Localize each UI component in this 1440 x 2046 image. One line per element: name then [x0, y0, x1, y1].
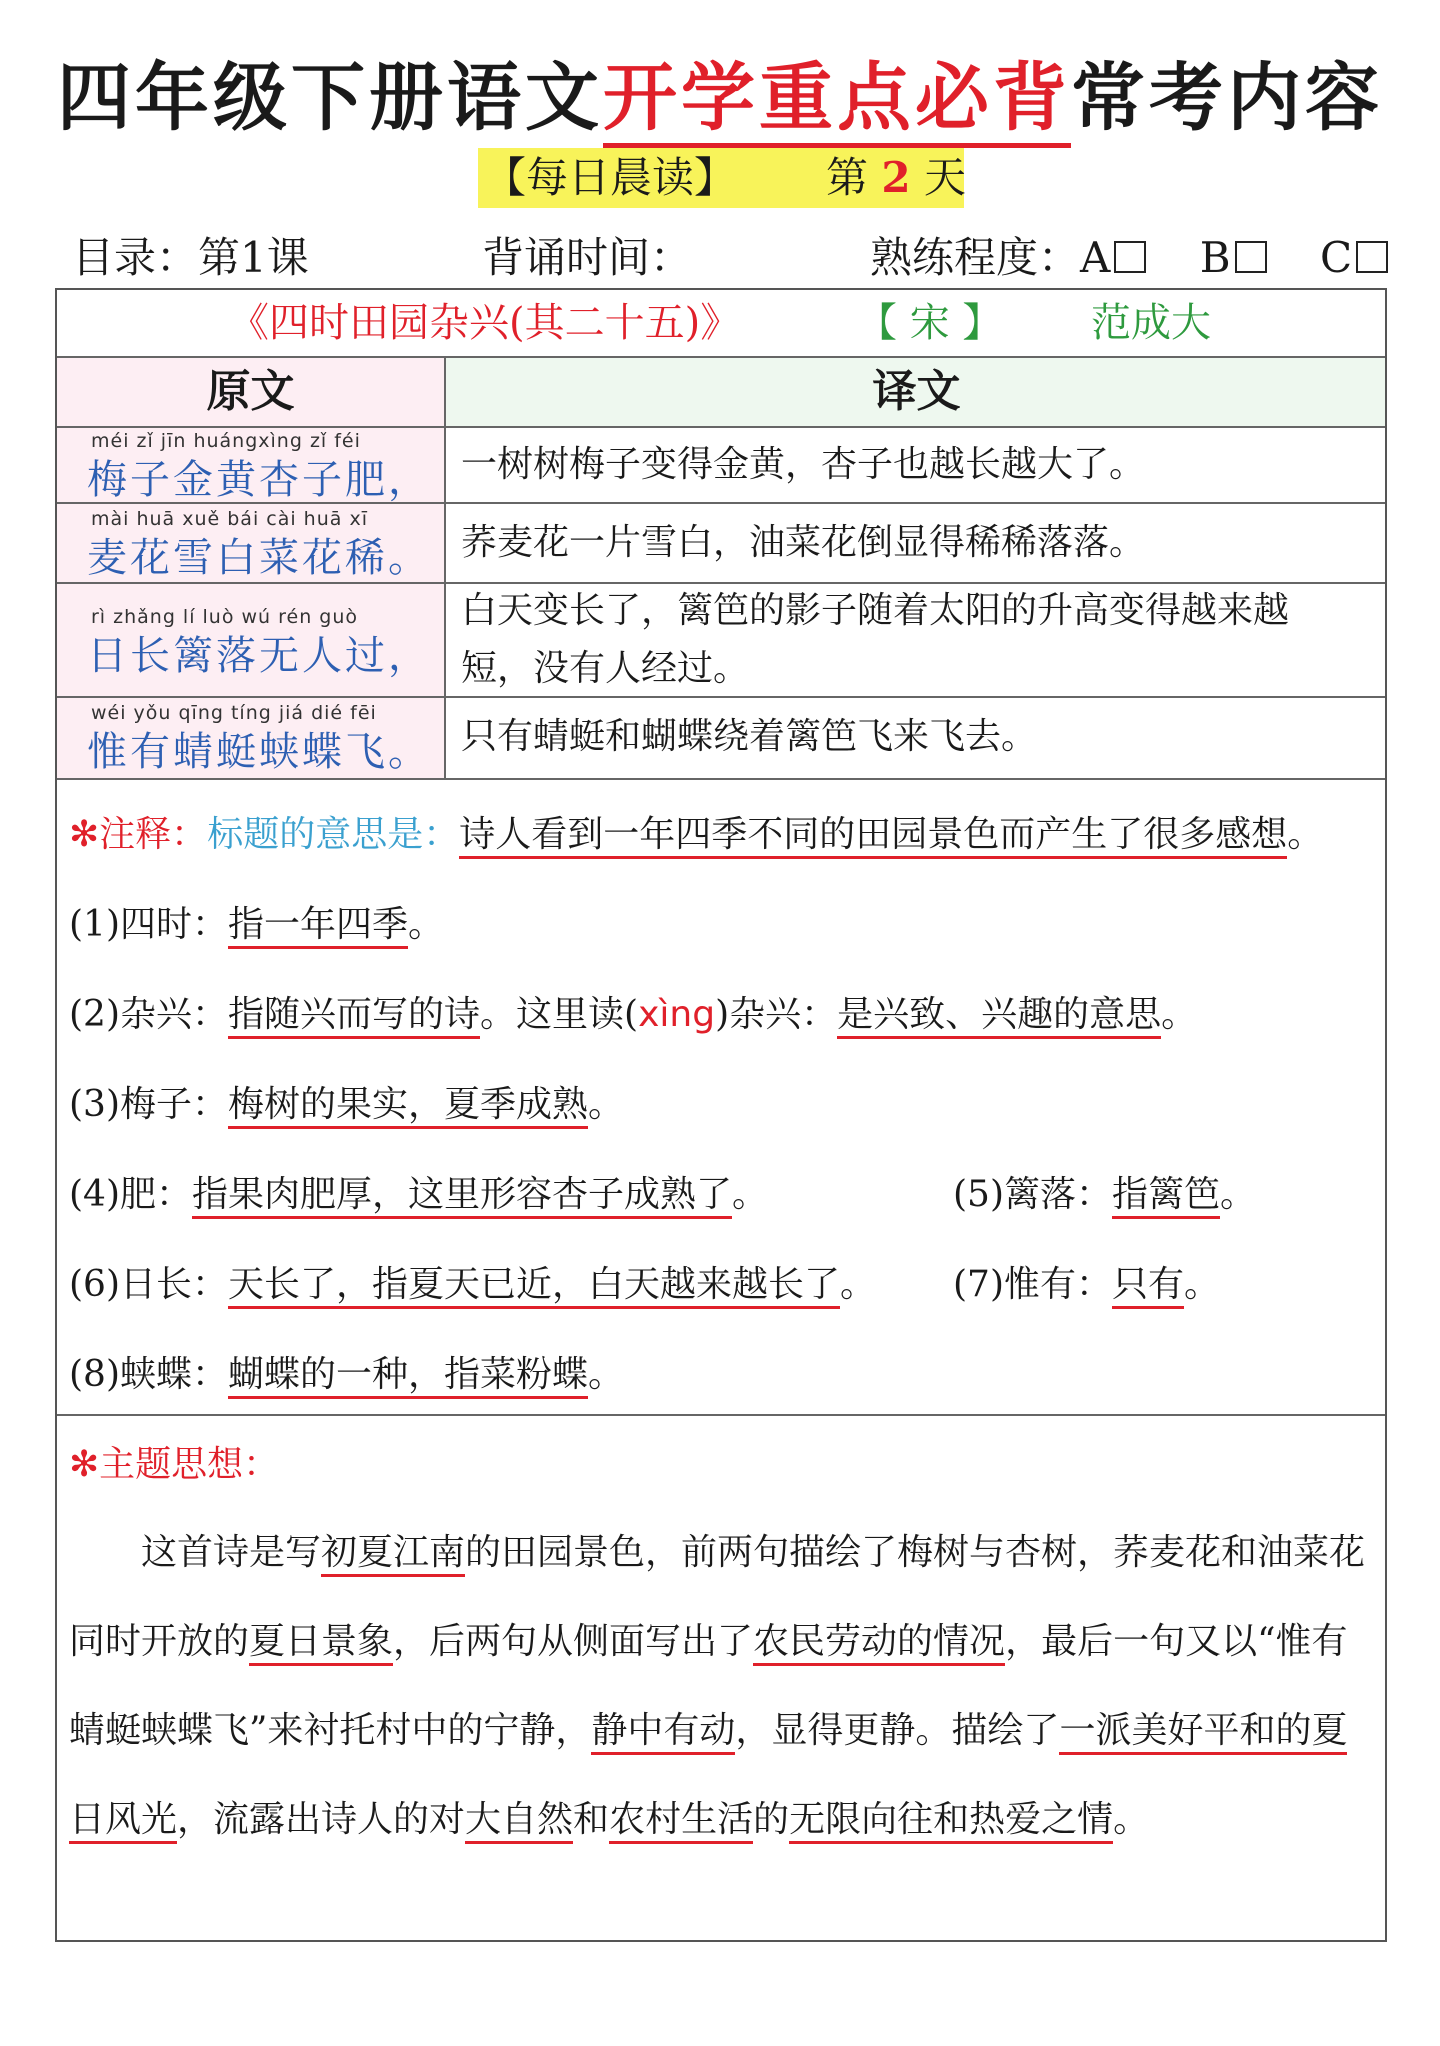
note-item: (6)日长：天长了，指夏天已近，白天越来越长了。 — [69, 1260, 876, 1310]
theme-text: 的田园景色，前两句描绘了梅树与杏树，荞麦花和油菜花同时开放的 — [69, 1532, 1366, 1662]
divider — [57, 778, 1385, 780]
note-def: 指随兴而写的诗 — [228, 994, 480, 1039]
theme-key: 农村生活 — [609, 1799, 753, 1844]
theme-text: 的 — [753, 1799, 790, 1840]
star-icon: ✻ — [69, 1444, 100, 1485]
note-def: 天长了，指夏天已近，白天越来越长了 — [228, 1264, 840, 1309]
pinyin-line: méi zǐ jīn huángxìng zǐ féi — [91, 430, 361, 452]
title-part: 常考内容 — [1071, 55, 1383, 141]
col-original: 原文 — [206, 366, 295, 417]
poem-dynasty: 【 宋 】 — [857, 300, 1003, 346]
theme-text: 这首诗是写 — [141, 1532, 322, 1573]
note-item: (5)篱落：指篱笆。 — [953, 1170, 1256, 1220]
level-c: C — [1319, 233, 1353, 282]
poem-card — [55, 288, 1387, 1942]
level-a: A — [1080, 233, 1111, 282]
column-divider — [444, 358, 446, 778]
translation-line: 短，没有人经过。 — [461, 648, 750, 689]
poem-title: 《四时田园杂兴(其二十五)》 — [229, 300, 741, 346]
note-term: (4)肥： — [69, 1174, 192, 1215]
note-def: 指篱笆 — [1112, 1174, 1220, 1219]
poem-line: 日长篱落无人过， — [87, 633, 431, 679]
note-term: (2)杂兴： — [69, 994, 228, 1035]
theme-text: 。 — [1113, 1799, 1150, 1840]
note-term: (6)日长： — [69, 1264, 228, 1305]
note-item: (3)梅子：梅树的果实，夏季成熟。 — [69, 1080, 624, 1130]
poem-title-row — [57, 290, 1385, 356]
note-term: (7)惟有： — [953, 1264, 1112, 1305]
theme-title — [69, 1440, 279, 1490]
pinyin-line: wéi yǒu qīng tíng jiá dié fēi — [91, 702, 377, 724]
theme-key: 静中有动 — [591, 1710, 735, 1755]
poem-author: 范成大 — [1091, 300, 1211, 346]
title-meaning-label: 标题的意思是： — [207, 814, 460, 855]
title-highlight: 开学重点必背 — [603, 55, 1071, 148]
checkbox-a[interactable] — [1114, 241, 1146, 273]
day-number: 2 — [881, 153, 911, 202]
theme-label: 主题思想： — [99, 1444, 280, 1485]
divider — [57, 1414, 1385, 1416]
pinyin-line: rì zhǎng lí luò wú rén guò — [91, 606, 359, 628]
title-part: 四年级下册语文 — [57, 55, 603, 141]
poem-line: 麦花雪白菜花稀。 — [87, 535, 431, 581]
theme-key: 农民劳动的情况 — [753, 1621, 1005, 1666]
poem-line: 惟有蜻蜓蛱蝶飞。 — [87, 729, 431, 775]
translation-line: 只有蜻蜓和蝴蝶绕着篱笆飞来飞去。 — [461, 716, 1038, 757]
notes-label: 注释： — [99, 814, 208, 855]
note-item: (8)蛱蝶：蝴蝶的一种，指菜粉蝶。 — [69, 1350, 624, 1400]
translation-line: 白天变长了，篱笆的影子随着太阳的升高变得越来越 — [461, 590, 1290, 631]
note-item: (4)肥：指果肉肥厚，这里形容杏子成熟了。 — [69, 1170, 768, 1220]
theme-key: 无限向往和热爱之情 — [789, 1799, 1113, 1844]
theme-text: ，显得更静。描绘了 — [735, 1710, 1060, 1751]
note-term: (1)四时： — [69, 904, 228, 945]
daily-reading-label: 【每日晨读】 — [484, 153, 737, 202]
theme-key: 初夏江南 — [321, 1532, 465, 1577]
daily-reading-banner — [478, 148, 964, 208]
note-def: 蝴蝶的一种，指菜粉蝶 — [228, 1354, 588, 1399]
note-def: 梅树的果实，夏季成熟 — [228, 1084, 588, 1129]
poem-line: 梅子金黄杏子肥， — [87, 457, 431, 503]
catalog: 目录：第1课 — [72, 233, 309, 282]
note-term: (8)蛱蝶： — [69, 1354, 228, 1395]
translation-line: 一树树梅子变得金黄，杏子也越长越大了。 — [461, 444, 1146, 485]
note-item: (1)四时：指一年四季。 — [69, 900, 444, 950]
translation-line: 荞麦花一片雪白，油菜花倒显得稀稀落落。 — [461, 522, 1146, 563]
col-translation: 译文 — [872, 366, 961, 417]
theme-paragraph — [69, 1508, 1369, 1864]
theme-text: ，最后一句又以“惟有蜻蜓蛱蝶飞”来衬托村中的宁静， — [69, 1621, 1348, 1751]
checkbox-c[interactable] — [1356, 241, 1388, 273]
note-def: 是兴致、兴趣的意思 — [837, 994, 1161, 1039]
title-meaning: 诗人看到一年四季不同的田园景色而产生了很多感想 — [459, 814, 1287, 859]
note-item: (2)杂兴：指随兴而写的诗。这里读(xìng)杂兴：是兴致、兴趣的意思。 — [69, 990, 1197, 1040]
note-def: 指一年四季 — [228, 904, 408, 949]
page-title — [0, 48, 1440, 148]
note-def: 指果肉肥厚，这里形容杏子成熟了 — [192, 1174, 732, 1219]
recite-time: 背诵时间： — [482, 233, 693, 282]
day-label — [826, 148, 966, 208]
note-extra: )杂兴： — [715, 994, 838, 1035]
day-pre: 第 — [826, 153, 869, 202]
day-post: 天 — [923, 153, 966, 202]
star-icon: ✻ — [69, 814, 100, 855]
pinyin-line: mài huā xuě bái cài huā xī — [91, 508, 368, 530]
theme-text: 和 — [573, 1799, 610, 1840]
note-extra: 这里读( — [516, 994, 639, 1035]
note-term: (3)梅子： — [69, 1084, 228, 1125]
note-item: (7)惟有：只有。 — [953, 1260, 1220, 1310]
theme-text: ，后两句从侧面写出了 — [393, 1621, 754, 1662]
note-def: 只有 — [1112, 1264, 1184, 1309]
note-term: (5)篱落： — [953, 1174, 1112, 1215]
note-pinyin: xìng — [638, 994, 716, 1035]
theme-text: ，流露出诗人的对 — [177, 1799, 466, 1840]
theme-key: 一派美好平和的夏日风光 — [69, 1710, 1347, 1844]
theme-key: 大自然 — [465, 1799, 573, 1844]
proficiency — [870, 228, 1388, 288]
level-b: B — [1199, 233, 1231, 282]
notes-title: ✻注释：标题的意思是：诗人看到一年四季不同的田园景色而产生了很多感想。 — [69, 810, 1323, 860]
theme-key: 夏日景象 — [249, 1621, 393, 1666]
proficiency-label: 熟练程度： — [870, 233, 1081, 282]
checkbox-b[interactable] — [1235, 241, 1267, 273]
